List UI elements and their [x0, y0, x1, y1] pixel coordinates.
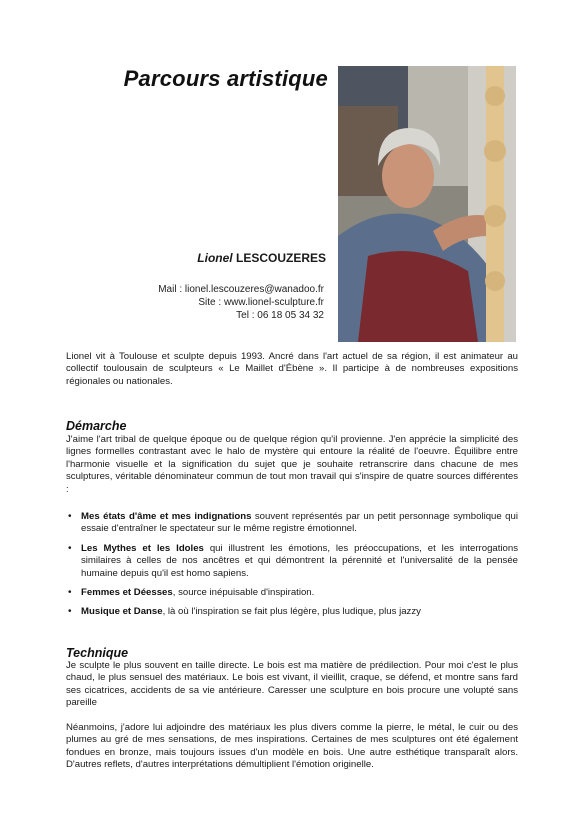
contact-block [90, 283, 324, 322]
artist-last-name: LESCOUZERES [235, 251, 326, 265]
artist-name [150, 251, 326, 265]
list-item [66, 511, 518, 536]
section-heading-technique: Technique [66, 646, 129, 660]
artist-first-name: Lionel [197, 251, 233, 265]
technique-paragraph-2: Néanmoins, j'adore lui adjoindre des matériaux les plus divers comme la pierre, le métal, le cuir ou des plumes au gré de mes sensations, de mes inspirations. Certaines de mes sculptures ont été également fondues en bronze, mais toujours issues d'un modèle en bois. Une autre esthétique transparaît alors. D'autres reflets, d'autres interprétations démultiplient l'émotion originelle. [66, 722, 518, 771]
section-heading-demarche: Démarche [66, 419, 127, 433]
technique-paragraph-1: Je sculpte le plus souvent en taille directe. Le bois est ma matière de prédilection. Pour moi c'est le plus chaud, le plus sensuel des matériaux. Le bois est vivant, il vieillit, craque, se défend, et montre sans fard ses cicatrices, accidents de sa vie antérieure. Caresser une sculpture en bois procure une volupté sans pareille [66, 660, 518, 709]
bullet-icon: • [68, 587, 72, 599]
intro-paragraph: Lionel vit à Toulouse et sculpte depuis 1993. Ancré dans l'art actuel de sa région, il est animateur au collectif toulousain de sculpteurs « Le Maillet d'Ébène ». Il participe à de nombreuses expositions régionales ou nationales. [66, 351, 518, 387]
bullet-icon: • [68, 542, 72, 554]
list-item-title: Les Mythes et les Idoles [81, 542, 204, 554]
inspiration-list [66, 511, 518, 626]
bullet-icon: • [68, 606, 72, 618]
list-item-text: , source inépuisable d'inspiration. [172, 587, 315, 599]
demarche-paragraph: J'aime l'art tribal de quelque époque ou de quelque région qu'il provienne. J'en apprécie la simplicité des lignes formelles contrastant avec le halo de mystère qui entoure la réalité de l'oeuvre. Équilibre entre l'harmonie visuelle et la signification du sujet que je souhaite retranscrire dans chacune de mes sculptures, véritable dénominateur commun de tout mon travail qui s'inspire de quatre sources différentes : [66, 434, 518, 495]
list-item-text: qui illustrent les émotions, les préoccupations, et les interrogations similaires à celles de nos ancêtres et qui démontrent la pérennité et l'universalité de la pensée humaine depuis qu'il est homo sapiens. [81, 542, 519, 579]
list-item-text: souvent représentés par un petit personnage symbolique qui essaie d'entraîner le spectateur sur le même registre émotionnel. [81, 511, 518, 535]
list-item [66, 606, 518, 618]
contact-site[interactable]: Site : www.lionel-sculpture.fr [198, 297, 324, 308]
bullet-icon: • [68, 511, 72, 522]
list-item [66, 543, 518, 580]
contact-tel: Tel : 06 18 05 34 32 [236, 310, 324, 321]
list-item-title: Mes états d'âme et mes indignations [81, 511, 252, 522]
page-title: Parcours artistique [123, 66, 328, 91]
list-item [66, 587, 518, 599]
list-item-title: Femmes et Déesses [81, 587, 173, 599]
list-item-text: , là où l'inspiration se fait plus légère, plus ludique, plus jazzy [162, 606, 421, 618]
contact-mail[interactable]: Mail : lionel.lescouzeres@wanadoo.fr [158, 284, 324, 295]
list-item-title: Musique et Danse [81, 606, 163, 618]
artist-photo [338, 66, 516, 342]
